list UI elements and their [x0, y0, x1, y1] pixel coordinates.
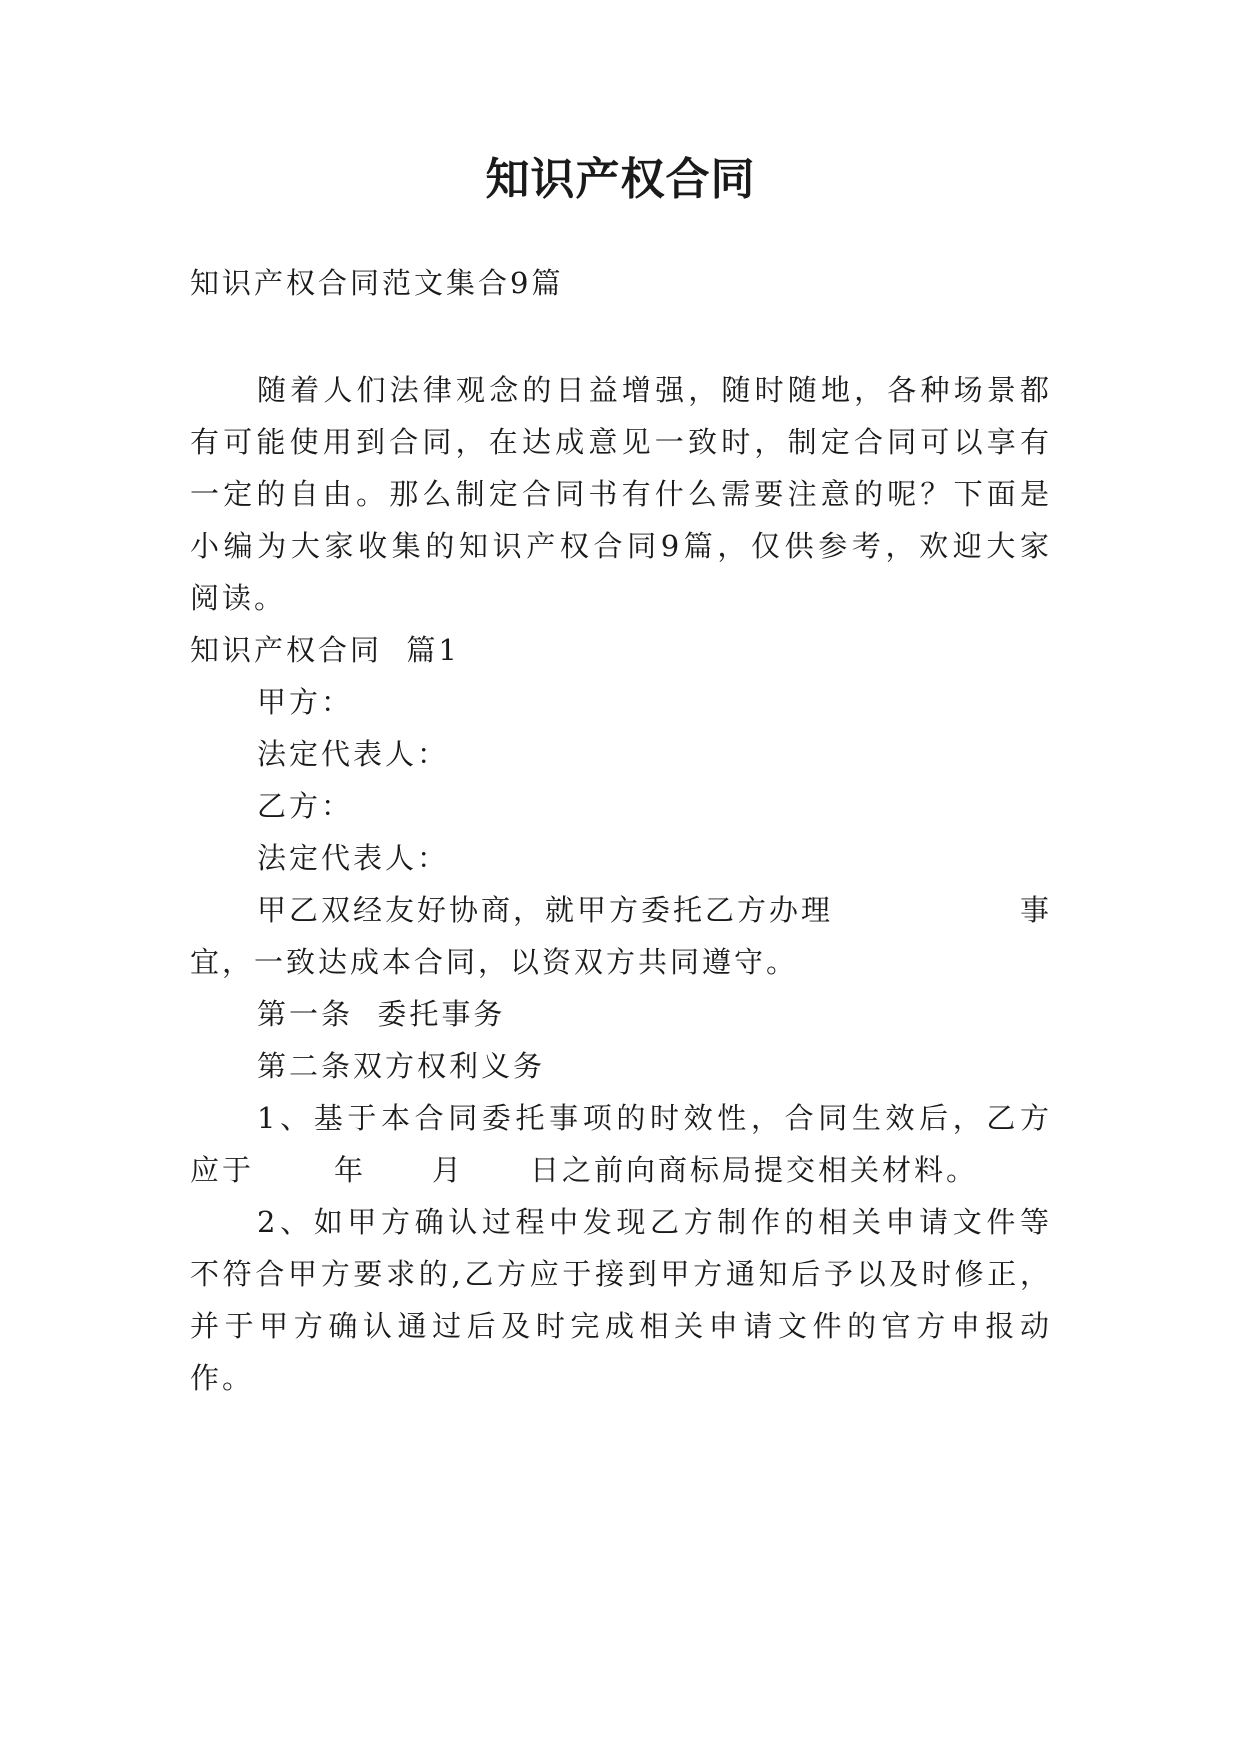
clause-2-line-4: 作。: [190, 1361, 255, 1395]
clause-2-line-1: 2、如甲方确认过程中发现乙方制作的相关申请文件等: [257, 1205, 1052, 1239]
intro-line-5: 阅读。: [190, 581, 287, 615]
clause-1-part-a: 应于: [190, 1153, 255, 1187]
clause-2-line-2: 不符合甲方要求的,乙方应于接到甲方通知后予以及时修正，: [190, 1257, 1052, 1291]
section-heading: 知识产权合同 篇1: [190, 633, 460, 667]
intro-line-4: 小编为大家收集的知识产权合同9篇，仅供参考，欢迎大家: [190, 529, 1052, 563]
clause-2-line-3: 并于甲方确认通过后及时完成相关申请文件的官方申报动: [190, 1309, 1052, 1343]
intro-line-2: 有可能使用到合同，在达成意见一致时，制定合同可以享有: [190, 425, 1052, 459]
clause-1-month: 月: [432, 1153, 465, 1187]
agreement-line-2: 宜，一致达成本合同，以资双方共同遵守。: [190, 945, 799, 979]
agreement-line-1-end: 事: [1019, 893, 1052, 927]
intro-line-1: 随着人们法律观念的日益增强，随时随地，各种场景都: [257, 373, 1052, 407]
document-subtitle: 知识产权合同范文集合9篇: [190, 266, 564, 300]
clause-1-line-1: 1、基于本合同委托事项的时效性，合同生效后，乙方: [257, 1101, 1052, 1135]
intro-line-3: 一定的自由。那么制定合同书有什么需要注意的呢？下面是: [190, 477, 1052, 511]
party-a-representative-label: 法定代表人：: [257, 737, 450, 771]
article-1-heading: 第一条 委托事务: [257, 997, 506, 1031]
clause-1-part-d: 日之前向商标局提交相关材料。: [530, 1153, 979, 1187]
party-a-label: 甲方：: [257, 685, 354, 719]
agreement-line-1-text: 甲乙双经友好协商，就甲方委托乙方办理: [257, 893, 834, 927]
agreement-line-1: [257, 890, 1052, 930]
clause-1-year: 年: [334, 1153, 367, 1187]
article-2-heading: 第二条双方权利义务: [257, 1049, 546, 1083]
document-title: 知识产权合同: [485, 154, 756, 205]
clause-1-line-2: [190, 1150, 1052, 1190]
party-b-representative-label: 法定代表人：: [257, 841, 450, 875]
party-b-label: 乙方：: [257, 789, 354, 823]
